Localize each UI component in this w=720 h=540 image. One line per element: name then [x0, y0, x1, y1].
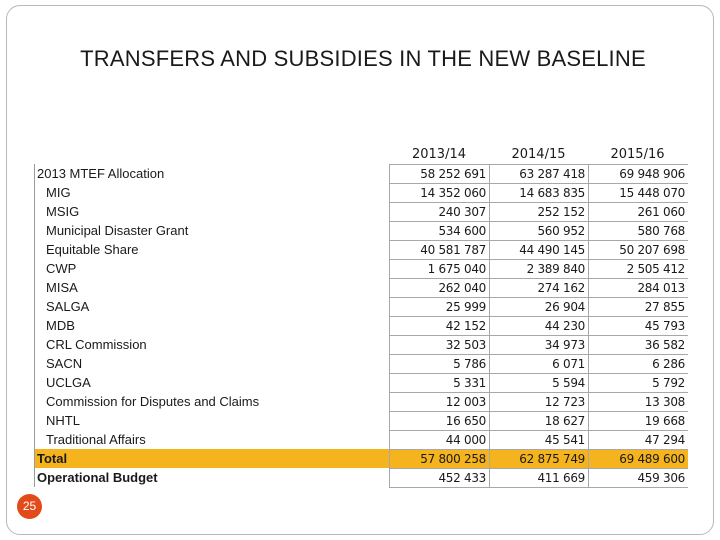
table-cell: 12 723 — [490, 393, 589, 411]
row-label: MDB — [46, 318, 75, 333]
page-number-badge: 25 — [17, 494, 42, 519]
table-row — [389, 354, 688, 373]
table-cell: 459 306 — [637, 471, 685, 485]
table-row — [389, 221, 688, 240]
table-cell: 240 307 — [390, 203, 490, 221]
table-cell: 5 331 — [390, 374, 490, 392]
row-label: SALGA — [46, 299, 90, 314]
table-cell: 12 003 — [390, 393, 490, 411]
table-cell: 14 352 060 — [390, 184, 490, 202]
table-cell: 57 800 258 — [390, 450, 490, 468]
total-row-label: Total — [35, 449, 390, 468]
row-label: UCLGA — [46, 375, 91, 390]
table-cell: 45 793 — [644, 319, 685, 333]
table-cell: 2 389 840 — [490, 260, 589, 278]
row-label: NHTL — [46, 413, 80, 428]
table-cell: 34 973 — [490, 336, 589, 354]
operational-budget-row-label: Operational Budget — [37, 470, 158, 485]
table-cell: 40 581 787 — [390, 241, 490, 259]
table-cell: 274 162 — [490, 279, 589, 297]
row-labels — [34, 164, 390, 487]
total-row — [389, 449, 688, 468]
table-cell: 13 308 — [644, 395, 685, 409]
slide-title: TRANSFERS AND SUBSIDIES IN THE NEW BASELINE — [80, 46, 646, 71]
column-header: 2014/15 — [511, 147, 566, 162]
table-cell: 44 000 — [390, 431, 490, 449]
table-row — [389, 259, 688, 278]
table-row — [389, 240, 688, 259]
table-cell: 5 786 — [390, 355, 490, 373]
row-label: Municipal Disaster Grant — [46, 223, 189, 238]
table-cell: 69 489 600 — [619, 452, 685, 466]
table-cell: 45 541 — [490, 431, 589, 449]
row-label: MSIG — [46, 204, 80, 219]
table-cell: 261 060 — [637, 205, 685, 219]
table-cell: 580 768 — [637, 224, 685, 238]
table-cell: 44 230 — [490, 317, 589, 335]
table-cell: 6 071 — [490, 355, 589, 373]
table-cell: 16 650 — [390, 412, 490, 430]
operational-budget-row — [389, 468, 688, 488]
row-label: Traditional Affairs — [46, 432, 146, 447]
table-row — [389, 164, 688, 183]
table-cell: 15 448 070 — [619, 186, 685, 200]
table-row — [389, 392, 688, 411]
table-cell: 534 600 — [390, 222, 490, 240]
table-cell: 14 683 835 — [490, 184, 589, 202]
value-table — [389, 145, 688, 488]
table-cell: 252 152 — [490, 203, 589, 221]
table-cell: 50 207 698 — [619, 243, 685, 257]
row-label: SACN — [46, 356, 83, 371]
table-cell: 1 675 040 — [390, 260, 490, 278]
table-cell: 69 948 906 — [619, 167, 685, 181]
table-cell: 26 904 — [490, 298, 589, 316]
table-row — [389, 202, 688, 221]
column-header: 2015/16 — [610, 147, 665, 162]
row-label: 2013 MTEF Allocation — [37, 166, 165, 181]
table-row — [389, 297, 688, 316]
table-cell: 284 013 — [637, 281, 685, 295]
table-cell: 32 503 — [390, 336, 490, 354]
table-cell: 6 286 — [652, 357, 685, 371]
table-cell: 452 433 — [390, 469, 490, 487]
table-cell: 411 669 — [490, 469, 589, 487]
table-cell: 5 792 — [652, 376, 685, 390]
table-cell: 63 287 418 — [490, 165, 589, 183]
row-label: MISA — [46, 280, 78, 295]
table-cell: 5 594 — [490, 374, 589, 392]
column-header: 2013/14 — [411, 147, 466, 162]
row-label: Equitable Share — [46, 242, 139, 257]
row-label: MIG — [46, 185, 71, 200]
column-headers — [389, 145, 688, 164]
row-label: Commission for Disputes and Claims — [46, 394, 260, 409]
table-cell: 36 582 — [644, 338, 685, 352]
table-cell: 19 668 — [644, 414, 685, 428]
table-cell: 560 952 — [490, 222, 589, 240]
table-row — [389, 335, 688, 354]
table-row — [389, 430, 688, 449]
table-row — [389, 411, 688, 430]
row-label: CRL Commission — [46, 337, 147, 352]
row-label: CWP — [46, 261, 77, 276]
table-cell: 58 252 691 — [390, 165, 490, 183]
table-cell: 25 999 — [390, 298, 490, 316]
table-row — [389, 373, 688, 392]
table-row — [389, 183, 688, 202]
table-cell: 42 152 — [390, 317, 490, 335]
table-cell: 62 875 749 — [490, 450, 589, 468]
table-cell: 27 855 — [644, 300, 685, 314]
table-cell: 262 040 — [390, 279, 490, 297]
table-cell: 2 505 412 — [626, 262, 685, 276]
table-row — [389, 316, 688, 335]
table-cell: 47 294 — [644, 433, 685, 447]
table-row — [389, 278, 688, 297]
table-cell: 44 490 145 — [490, 241, 589, 259]
table-cell: 18 627 — [490, 412, 589, 430]
